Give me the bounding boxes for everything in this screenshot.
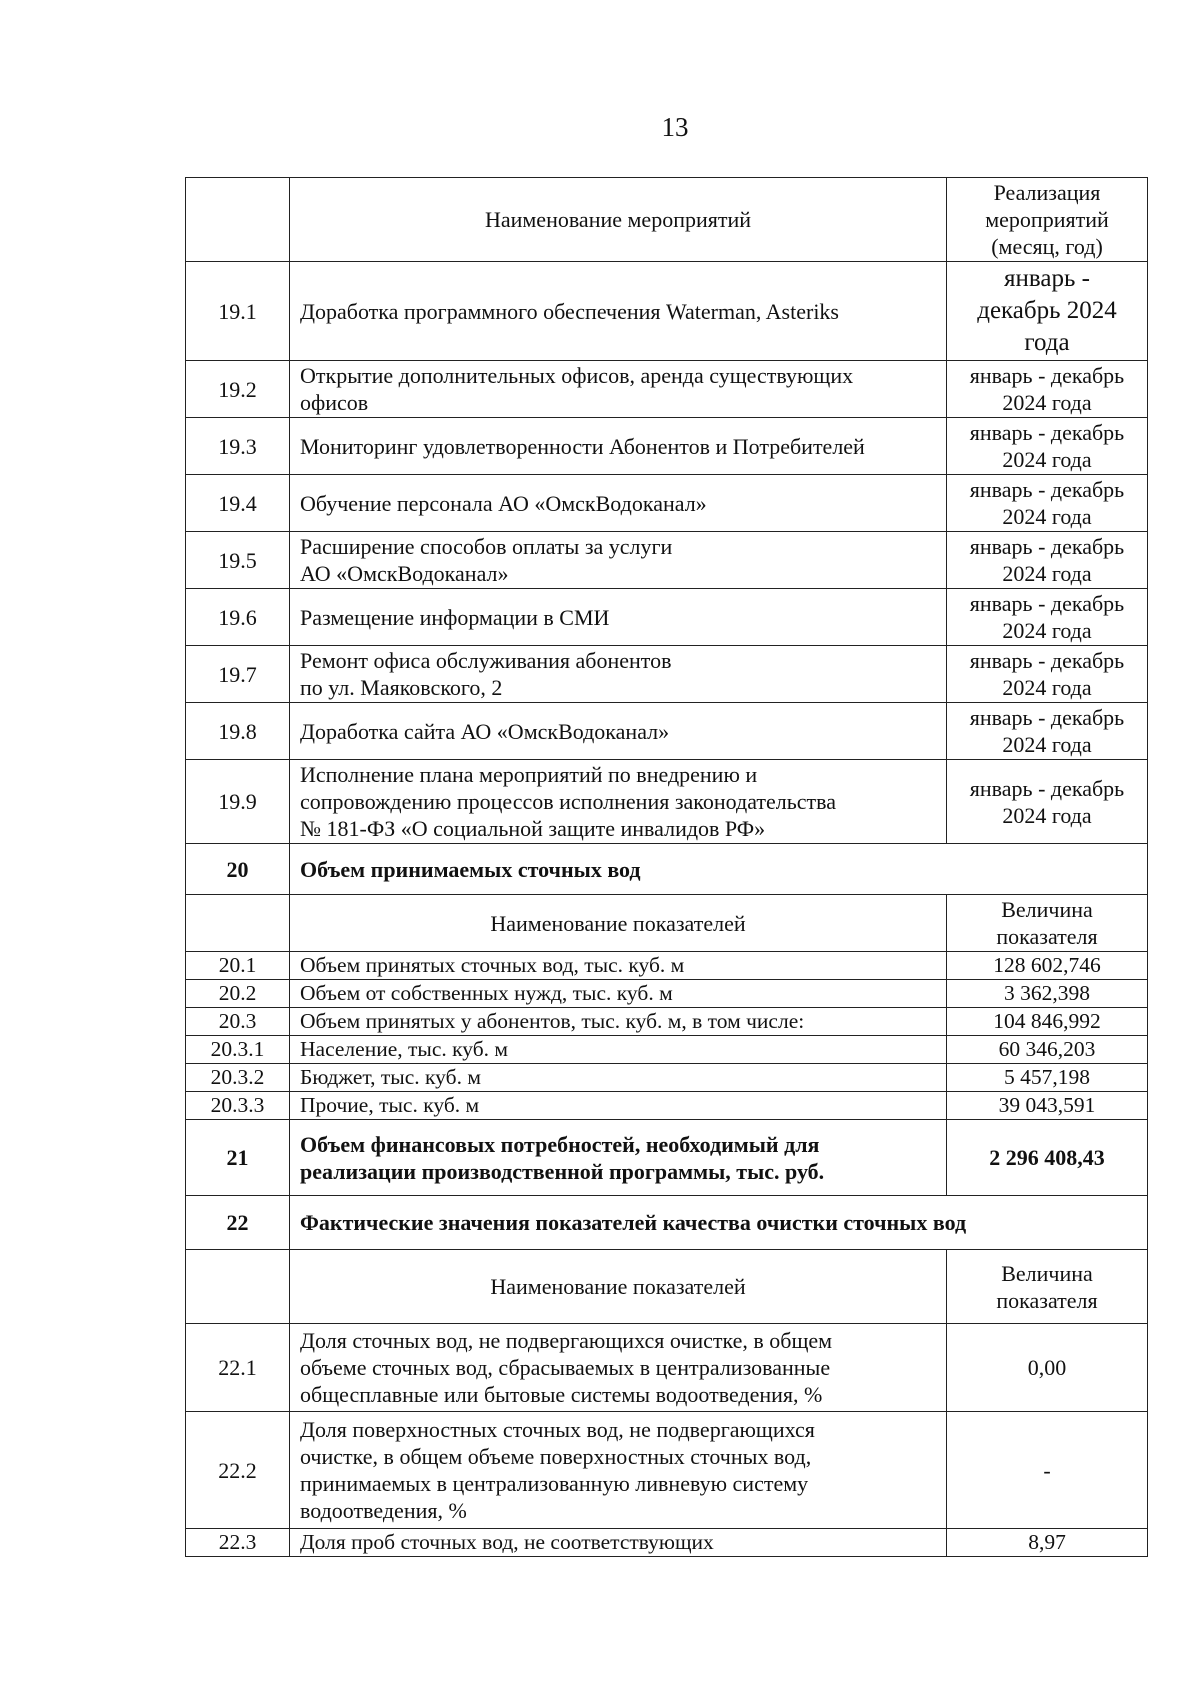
row-name [290, 646, 947, 703]
table-row [186, 952, 1148, 980]
name-line: № 181-ФЗ «О социальной защите инвалидов РФ» [300, 816, 766, 841]
name-line: Открытие дополнительных офисов, аренда существующих [300, 363, 854, 388]
header-impl-line: Реализация [993, 180, 1101, 205]
row-number: 19.1 [186, 262, 290, 361]
row-period [947, 589, 1148, 646]
row-value: 3 362,398 [947, 980, 1148, 1008]
section-title-row [186, 1120, 1148, 1196]
row-name [290, 1324, 947, 1412]
row-name: Обучение персонала АО «ОмскВодоканал» [290, 475, 947, 532]
row-period [947, 262, 1148, 361]
title-line: Объем финансовых потребностей, необходимый для [300, 1131, 820, 1157]
row-number: 20.3.2 [186, 1064, 290, 1092]
row-period [947, 475, 1148, 532]
name-line: по ул. Маяковского, 2 [300, 675, 503, 700]
name-line: объеме сточных вод, сбрасываемых в централизованные [300, 1355, 831, 1380]
header-num-cell [186, 895, 290, 952]
period-line: 2024 года [1002, 504, 1092, 529]
period-line: январь - декабрь [969, 648, 1125, 673]
row-number: 20.3.1 [186, 1036, 290, 1064]
row-value: 8,97 [947, 1529, 1148, 1557]
section19-header-row [186, 178, 1148, 262]
period-line: 2024 года [1002, 675, 1092, 700]
header-name: Наименование показателей [290, 895, 947, 952]
row-number: 22.2 [186, 1412, 290, 1529]
row-period [947, 646, 1148, 703]
row-number: 20.2 [186, 980, 290, 1008]
section-title: Объем принимаемых сточных вод [290, 844, 1148, 895]
row-value: 5 457,198 [947, 1064, 1148, 1092]
period-line: 2024 года [1002, 618, 1092, 643]
period-line: 2024 года [1002, 802, 1092, 828]
program-table [185, 177, 1148, 1557]
header-value-line: Величина [1001, 897, 1093, 922]
table-row [186, 262, 1148, 361]
row-name: Прочие, тыс. куб. м [290, 1092, 947, 1120]
table-row [186, 1529, 1148, 1557]
page-number: 13 [661, 112, 689, 142]
header-value-line: Величина [1001, 1260, 1093, 1286]
period-line: 2024 года [1002, 732, 1092, 757]
table-row [186, 1092, 1148, 1120]
header-value-line: показателя [996, 924, 1098, 949]
row-period [947, 361, 1148, 418]
name-line: Ремонт офиса обслуживания абонентов [300, 648, 672, 673]
row-number: 19.9 [186, 760, 290, 844]
section-number: 21 [186, 1120, 290, 1196]
header-impl-line: (месяц, год) [991, 234, 1103, 259]
name-line: Расширение способов оплаты за услуги [300, 534, 673, 559]
table-row [186, 1036, 1148, 1064]
row-name: Доработка программного обеспечения Waterman, Asteriks [290, 262, 947, 361]
row-value: - [947, 1412, 1148, 1529]
period-line: январь - декабрь [969, 477, 1125, 502]
table-row [186, 703, 1148, 760]
section-value: 2 296 408,43 [947, 1120, 1148, 1196]
row-period [947, 418, 1148, 475]
period-line: январь - декабрь [969, 363, 1125, 388]
table-row [186, 532, 1148, 589]
row-name [290, 760, 947, 844]
period-line: январь - декабрь [969, 591, 1125, 616]
name-line: сопровождению процессов исполнения законодательства [300, 789, 837, 814]
row-period [947, 532, 1148, 589]
name-line: принимаемых в централизованную ливневую систему [300, 1471, 809, 1496]
name-line: Доля сточных вод, не подвергающихся очистке, в общем [300, 1328, 833, 1353]
row-name: Размещение информации в СМИ [290, 589, 947, 646]
table-row [186, 475, 1148, 532]
row-number: 19.3 [186, 418, 290, 475]
header-impl-cell [947, 178, 1148, 262]
name-line: водоотведения, % [300, 1498, 467, 1523]
row-period [947, 703, 1148, 760]
row-name [290, 1412, 947, 1529]
row-number: 20.3 [186, 1008, 290, 1036]
header-name-cell [290, 178, 947, 262]
period-line: январь - декабрь [969, 705, 1125, 730]
row-name: Объем принятых у абонентов, тыс. куб. м, в том числе: [290, 1008, 947, 1036]
table-row [186, 760, 1148, 844]
section-title [290, 1120, 947, 1196]
row-name: Объем принятых сточных вод, тыс. куб. м [290, 952, 947, 980]
row-period [947, 760, 1148, 844]
section-title: Фактические значения показателей качества очистки сточных вод [290, 1196, 1148, 1250]
name-line: Исполнение плана мероприятий по внедрению и [300, 762, 758, 787]
period-line: 2024 года [1002, 447, 1092, 472]
header-impl-line: мероприятий [985, 207, 1109, 232]
row-number: 19.5 [186, 532, 290, 589]
table-row [186, 1412, 1148, 1529]
row-number: 20.3.3 [186, 1092, 290, 1120]
row-number: 19.2 [186, 361, 290, 418]
table-row [186, 1008, 1148, 1036]
row-value: 39 043,591 [947, 1092, 1148, 1120]
row-number: 19.8 [186, 703, 290, 760]
section-title-row [186, 1196, 1148, 1250]
header-value-line: показателя [996, 1287, 1098, 1313]
header-name: Наименование мероприятий [484, 207, 752, 232]
row-number: 19.4 [186, 475, 290, 532]
table-row [186, 589, 1148, 646]
row-value: 60 346,203 [947, 1036, 1148, 1064]
section-title-row [186, 844, 1148, 895]
row-name: Доля проб сточных вод, не соответствующих [290, 1529, 947, 1557]
row-number: 20.1 [186, 952, 290, 980]
period-line: декабрь 2024 [977, 297, 1117, 324]
table-row [186, 418, 1148, 475]
row-name: Доработка сайта АО «ОмскВодоканал» [290, 703, 947, 760]
header-name: Наименование показателей [290, 1250, 947, 1324]
row-name: Мониторинг удовлетворенности Абонентов и Потребителей [290, 418, 947, 475]
title-line: реализации производственной программы, тыс. руб. [300, 1158, 825, 1184]
row-name [290, 532, 947, 589]
table-row [186, 1064, 1148, 1092]
section22-header-row [186, 1250, 1148, 1324]
row-name [290, 361, 947, 418]
row-value: 104 846,992 [947, 1008, 1148, 1036]
row-number: 19.7 [186, 646, 290, 703]
row-name: Бюджет, тыс. куб. м [290, 1064, 947, 1092]
row-value: 128 602,746 [947, 952, 1148, 980]
table-row [186, 646, 1148, 703]
header-num-cell [186, 178, 290, 262]
header-num-cell [186, 1250, 290, 1324]
section-number: 22 [186, 1196, 290, 1250]
period-line: январь - декабрь [969, 420, 1125, 445]
period-line: январь - декабрь [969, 775, 1125, 801]
name-line: офисов [300, 390, 369, 415]
period-line: года [1024, 329, 1070, 356]
row-number: 22.3 [186, 1529, 290, 1557]
header-value-cell [947, 1250, 1148, 1324]
table-row [186, 361, 1148, 418]
name-line: очистке, в общем объеме поверхностных сточных вод, [300, 1444, 812, 1469]
name-line: Доля поверхностных сточных вод, не подвергающихся [300, 1417, 815, 1442]
period-line: январь - [1004, 265, 1090, 292]
name-line: общесплавные или бытовые системы водоотведения, % [300, 1382, 823, 1407]
row-name: Население, тыс. куб. м [290, 1036, 947, 1064]
row-number: 19.6 [186, 589, 290, 646]
section20-header-row [186, 895, 1148, 952]
table-row [186, 1324, 1148, 1412]
row-value: 0,00 [947, 1324, 1148, 1412]
header-value-cell [947, 895, 1148, 952]
row-number: 22.1 [186, 1324, 290, 1412]
section-number: 20 [186, 844, 290, 895]
period-line: 2024 года [1002, 390, 1092, 415]
name-line: АО «ОмскВодоканал» [300, 561, 509, 586]
period-line: январь - декабрь [969, 534, 1125, 559]
row-name: Объем от собственных нужд, тыс. куб. м [290, 980, 947, 1008]
period-line: 2024 года [1002, 561, 1092, 586]
table-row [186, 980, 1148, 1008]
